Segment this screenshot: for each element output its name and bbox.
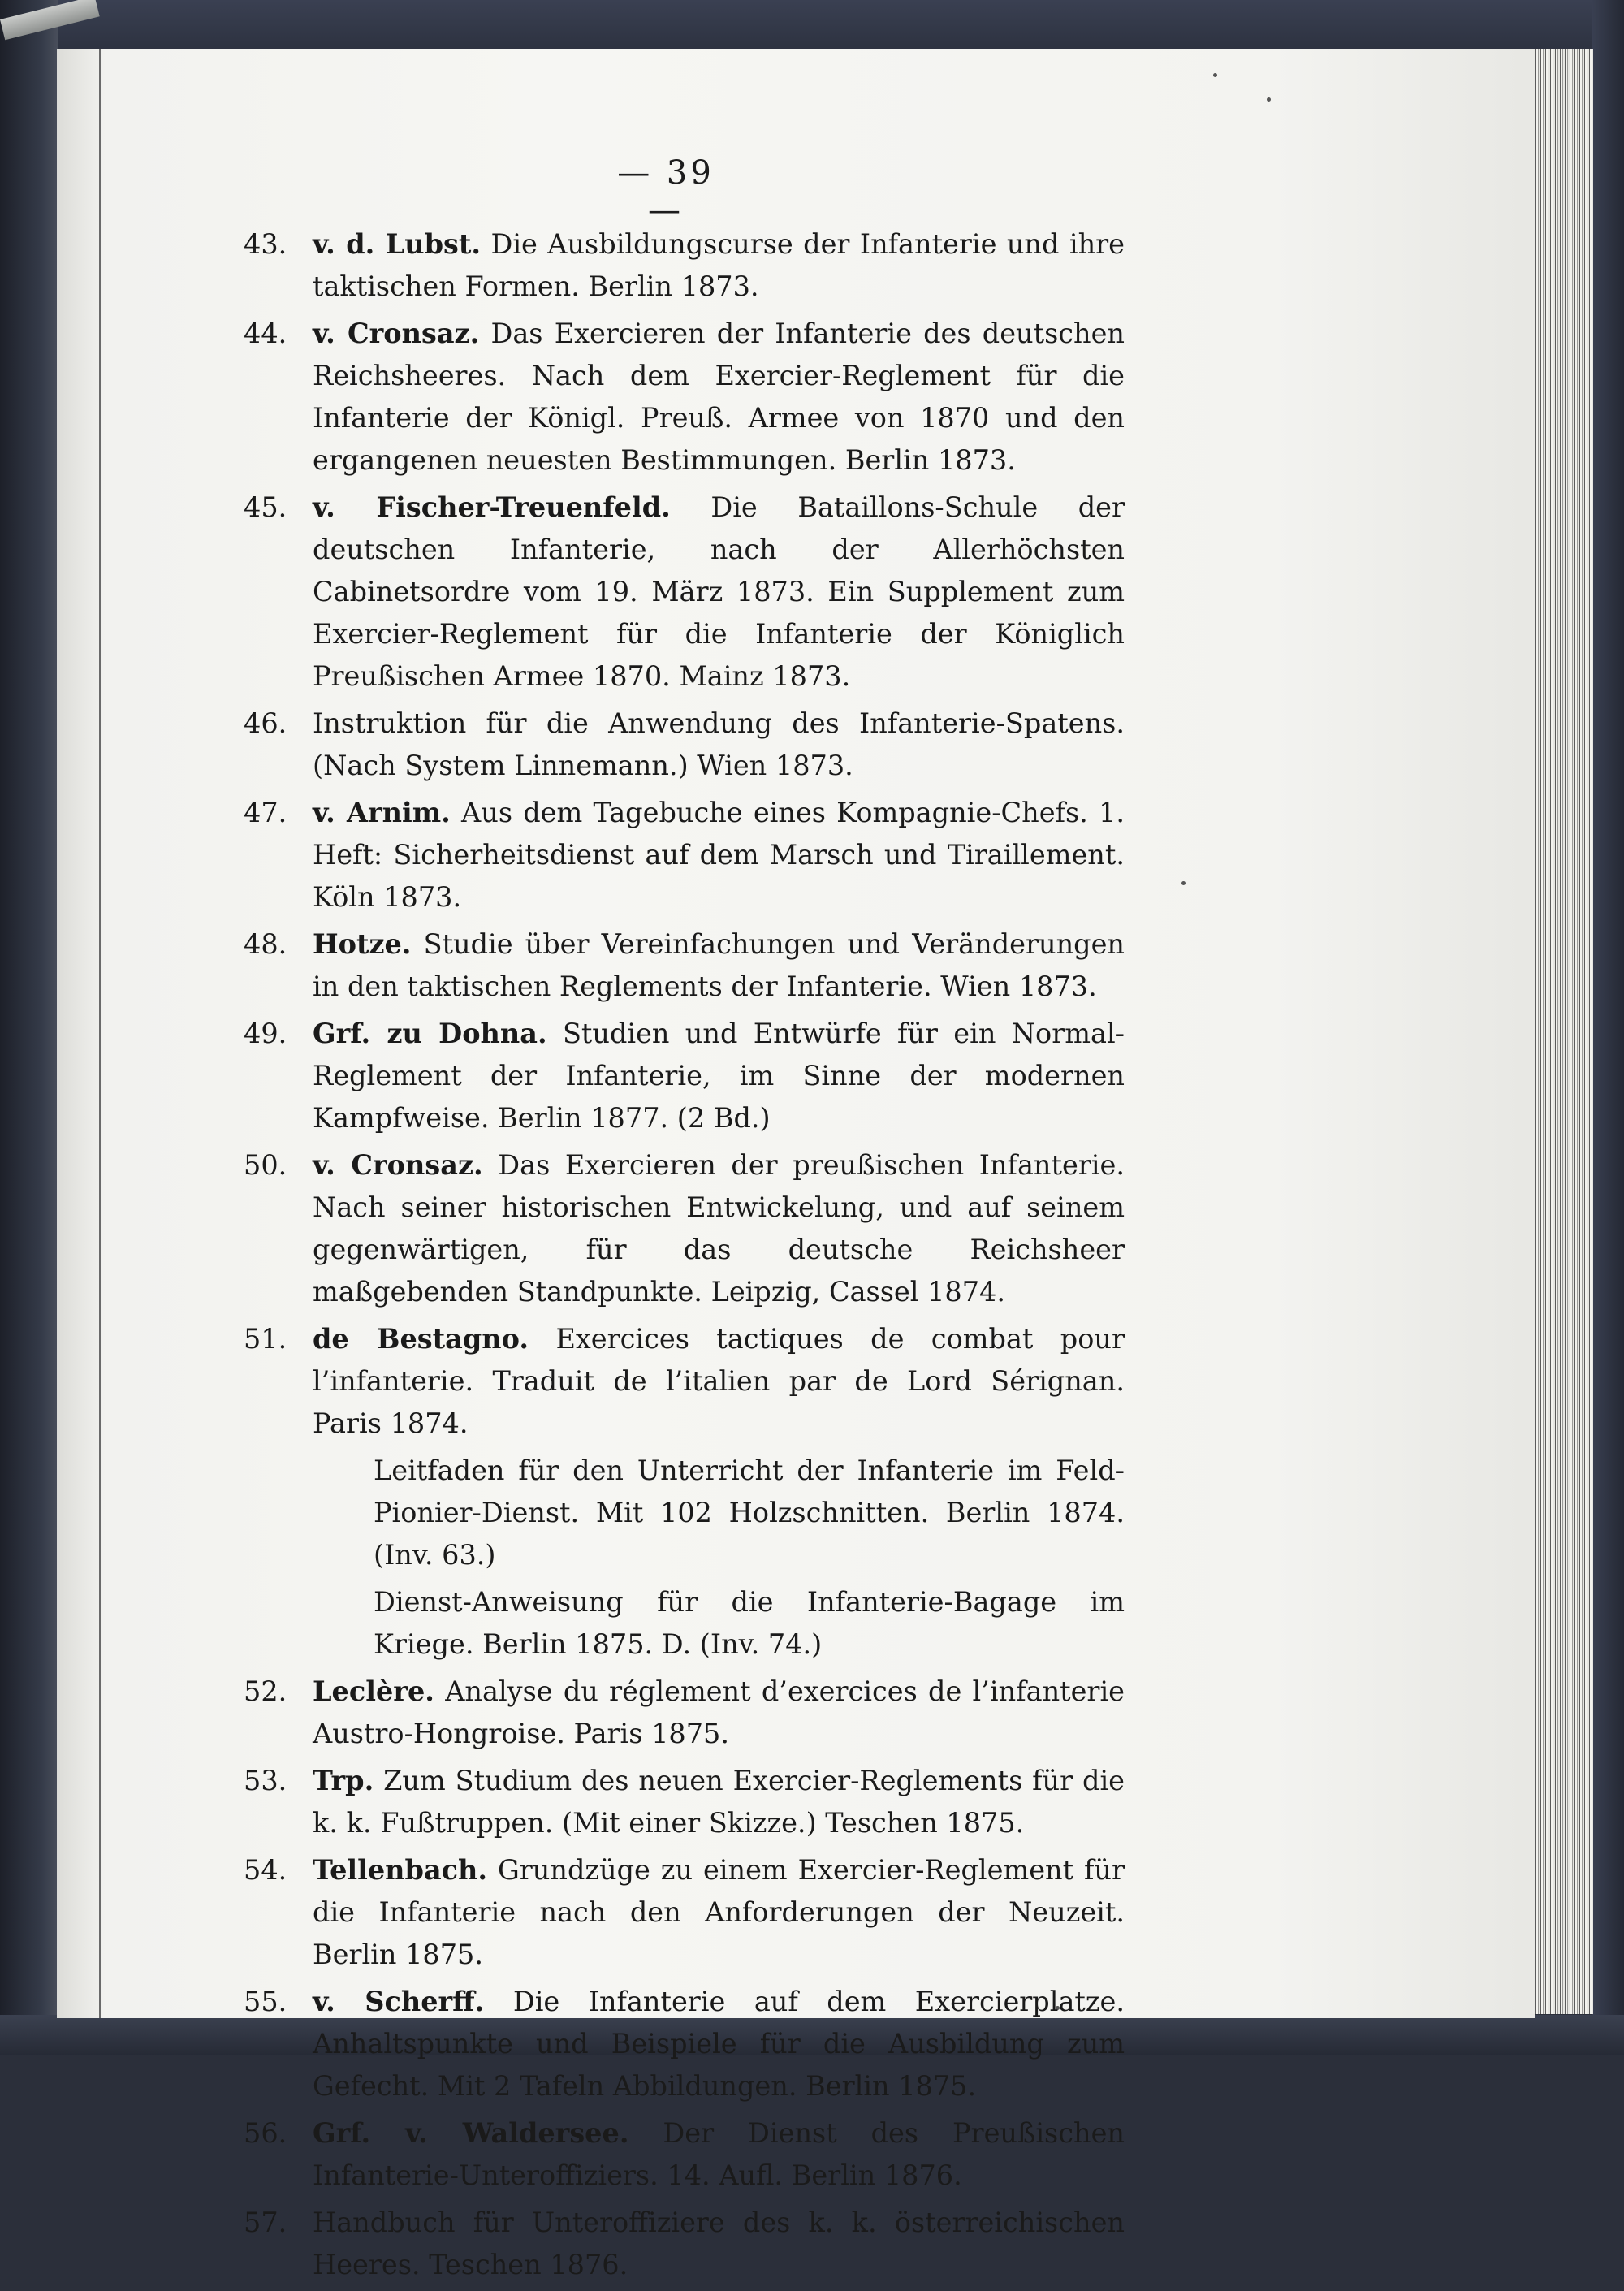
page-edges <box>1527 49 1593 2014</box>
bibliography-subentry: Dienst-Anweisung für die Infanterie-Bagage im Kriege. Berlin 1875. D. (Inv. 74.) <box>374 1586 1125 1660</box>
entries-group-a <box>244 223 1125 1445</box>
entry-text: Zum Studium des neuen Exercier-Reglements für die k. k. Fußtruppen. (Mit einer Skizze.) Teschen 1875. <box>313 1765 1125 1839</box>
entry-number: 54. <box>244 1854 287 1886</box>
entry-number: 51. <box>244 1323 287 1355</box>
entry-text: Das Exercieren der preußischen Infanterie. Nach seiner historischen Entwickelung, und auf seinem gegenwärtigen, für das deutsche Reichsheer maßgebenden Standpunkte. Leipzig, Cassel 1874. <box>313 1149 1125 1308</box>
entry-text: Der Dienst des Preußischen Infanterie-Unteroffiziers. 14. Aufl. Berlin 1876. <box>313 2117 1125 2191</box>
book-cover-right <box>1592 0 1624 2055</box>
entry-author: v. Arnim. <box>313 797 451 828</box>
entry-text: Analyse du réglement d’exercices de l’infanterie Austro-Hongroise. Paris 1875. <box>313 1675 1125 1749</box>
entry-text: Das Exercieren der Infanterie des deutschen Reichsheeres. Nach dem Exercier-Reglement für die Infanterie der Königl. Preuß. Armee von 1870 und den ergangenen neuesten Bestimmungen. Berlin 1873. <box>313 318 1125 476</box>
book-cover-left <box>0 0 58 2055</box>
bibliography-entry <box>244 1013 1125 1139</box>
bibliography-subentry: Leitfaden für den Unterricht der Infanterie im Feld-Pionier-Dienst. Mit 102 Holzschnitten. Berlin 1874. (Inv. 63.) <box>374 1455 1125 1571</box>
entry-text: Aus dem Tagebuche eines Kompagnie-Chefs. 1. Heft: Sicherheitsdienst auf dem Marsch und Tiraillement. Köln 1873. <box>313 797 1125 913</box>
entry-number: 56. <box>244 2117 287 2149</box>
entry-author: v. Cronsaz. <box>313 318 480 349</box>
entry-number: 43. <box>244 228 287 260</box>
entry-text: Exercices tactiques de combat pour l’infanterie. Traduit de l’italien par de Lord Sérignan. Paris 1874. <box>313 1323 1125 1439</box>
entry-number: 46. <box>244 707 287 739</box>
paper-speck <box>1181 881 1186 885</box>
bibliography-list <box>244 223 1125 2291</box>
paper-speck <box>1267 97 1271 102</box>
bibliography-entry <box>244 1849 1125 1976</box>
entry-number: 45. <box>244 491 287 523</box>
entry-number: 52. <box>244 1675 287 1707</box>
entry-author: Hotze. <box>313 928 412 960</box>
bibliography-entry <box>244 223 1125 308</box>
entry-number: 53. <box>244 1765 287 1796</box>
entry-author: v. Scherff. <box>313 1986 485 2017</box>
entry-text: Instruktion für die Anwendung des Infanterie-Spatens. (Nach System Linnemann.) Wien 1873. <box>313 707 1125 781</box>
paper-speck <box>1213 73 1217 77</box>
page-number: — 39 — <box>617 154 715 229</box>
entry-number: 44. <box>244 318 287 349</box>
entry-text: Die Bataillons-Schule der deutschen Infanterie, nach der Allerhöchsten Cabinetsordre vom 19. März 1873. Ein Supplement zum Exercier-Reglement für die Infanterie der Königlich Preußischen Armee 1870. Mainz 1873. <box>313 491 1125 692</box>
entry-text: Studie über Vereinfachungen und Veränderungen in den taktischen Reglements der Infanterie. Wien 1873. <box>313 928 1125 1002</box>
book-cover-top <box>0 0 1624 50</box>
bibliography-entry <box>244 1318 1125 1445</box>
bibliography-entry <box>244 2112 1125 2197</box>
entry-text: Handbuch für Unteroffiziere des k. k. österreichischen Heeres. Teschen 1876. <box>313 2207 1125 2280</box>
entry-number: 55. <box>244 1986 287 2017</box>
bibliography-entry <box>244 702 1125 787</box>
entry-author: Tellenbach. <box>313 1854 488 1886</box>
entry-number: 49. <box>244 1018 287 1049</box>
entry-author: v. Fischer-Treuenfeld. <box>313 491 671 523</box>
entry-number: 47. <box>244 797 287 828</box>
entry-author: Trp. <box>313 1765 374 1796</box>
entries-group-b <box>244 1671 1125 2286</box>
entry-number: 57. <box>244 2207 287 2238</box>
bibliography-entry <box>244 1760 1125 1844</box>
bibliography-entry <box>244 313 1125 482</box>
entry-text: Die Infanterie auf dem Exercierplatze. Anhaltspunkte und Beispiele für die Ausbildung zum Gefecht. Mit 2 Tafeln Abbildungen. Berlin 1875. <box>313 1986 1125 2102</box>
bibliography-entry <box>244 2202 1125 2286</box>
sub-entries-group <box>244 1450 1125 1666</box>
entry-author: v. Cronsaz. <box>313 1149 483 1181</box>
page-gutter <box>99 49 101 2018</box>
entry-text: Grundzüge zu einem Exercier-Reglement für die Infanterie nach den Anforderungen der Neuzeit. Berlin 1875. <box>313 1854 1125 1970</box>
entry-number: 50. <box>244 1149 287 1181</box>
bibliography-entry <box>244 1671 1125 1755</box>
bibliography-entry <box>244 486 1125 698</box>
entry-author: Grf. v. Waldersee. <box>313 2117 629 2149</box>
entry-author: Leclère. <box>313 1675 434 1707</box>
entry-author: de Bestagno. <box>313 1323 529 1355</box>
bibliography-entry <box>244 923 1125 1008</box>
entry-number: 48. <box>244 928 287 960</box>
bibliography-entry <box>244 1981 1125 2107</box>
entry-text: Die Ausbildungscurse der Infanterie und ihre taktischen Formen. Berlin 1873. <box>313 228 1125 302</box>
bibliography-entry <box>244 792 1125 919</box>
bibliography-entry <box>244 1144 1125 1313</box>
entry-author: v. d. Lubst. <box>313 228 482 260</box>
entry-text: Studien und Entwürfe für ein Normal-Reglement der Infanterie, im Sinne der modernen Kampfweise. Berlin 1877. (2 Bd.) <box>313 1018 1125 1134</box>
entry-author: Grf. zu Dohna. <box>313 1018 547 1049</box>
